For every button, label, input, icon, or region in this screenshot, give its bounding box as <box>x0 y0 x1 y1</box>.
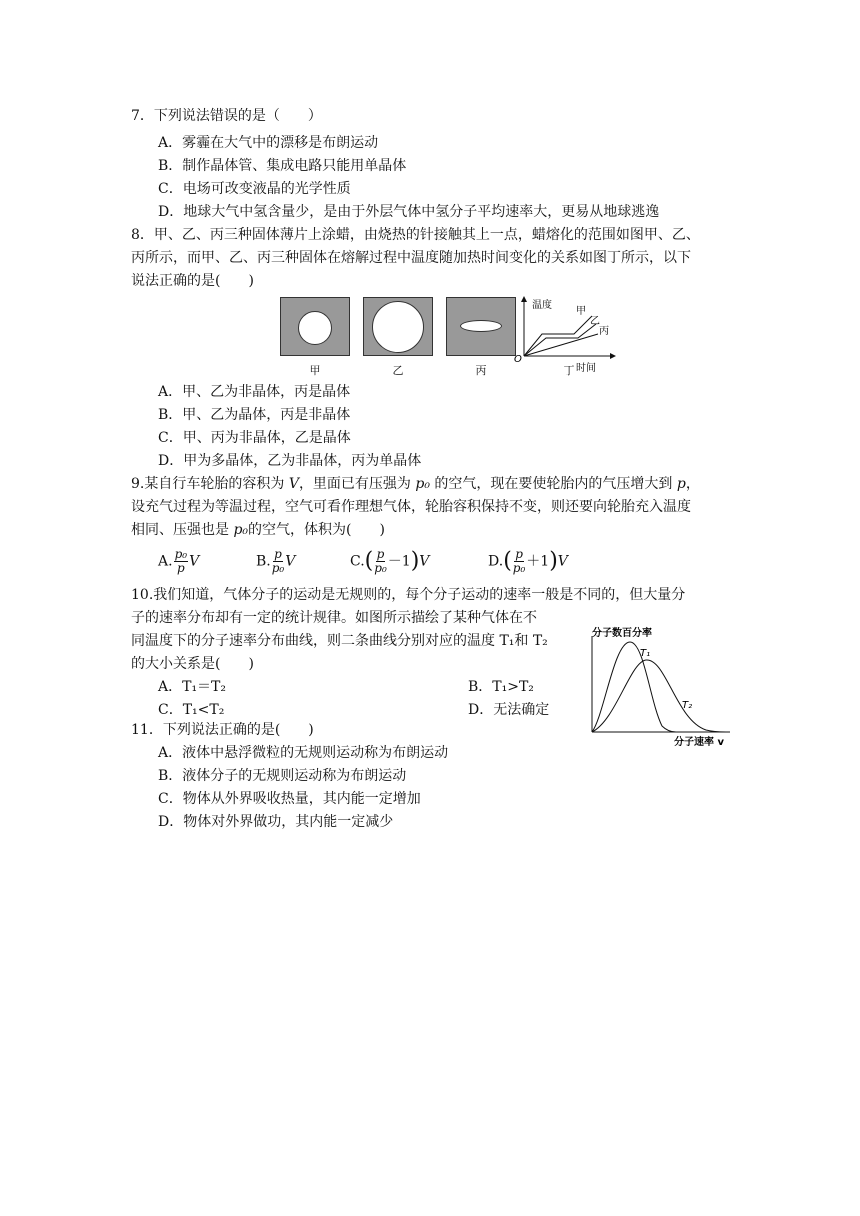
fraction <box>174 548 189 575</box>
q9-var-p: p <box>676 476 686 492</box>
q7-stem: 7．下列说法错误的是（ ） <box>131 108 322 124</box>
option-prefix: A. <box>158 553 173 570</box>
q9-text: ， <box>685 476 700 492</box>
q8-option-a: A．甲、乙为非晶体，丙是晶体 <box>158 384 351 400</box>
q10-option-c: C．T₁<T₂ <box>158 702 225 718</box>
curve-yi <box>524 324 596 356</box>
q7-option-b: B．制作晶体管、集成电路只能用单晶体 <box>158 158 407 174</box>
q11-option-d: D．物体对外界做功，其内能一定减少 <box>158 814 394 830</box>
var-v: V <box>419 553 430 570</box>
q8-stem-line1: 8．甲、乙、丙三种固体薄片上涂蜡，由烧热的针接触其上一点，蜡熔化的范围如图甲、乙、 <box>131 227 700 243</box>
q10-stem-line1: 10.我们知道，气体分子的运动是无规则的，每个分子运动的速率一般是不同的，但大量分 <box>131 587 686 603</box>
speed-distribution-graph <box>586 624 736 750</box>
curve-label-bing: 丙 <box>599 326 609 337</box>
plate-yi <box>363 297 433 356</box>
q9-option-d <box>488 548 568 575</box>
y-axis-arrow <box>521 296 527 302</box>
curve-label-yi: 乙 <box>590 316 600 327</box>
q11-option-c: C．物体从外界吸收热量，其内能一定增加 <box>158 791 421 807</box>
q8-option-c: C．甲、丙为非晶体，乙是晶体 <box>158 430 351 446</box>
curve-t1 <box>592 642 676 732</box>
x-axis-label: 分子速率 v <box>674 737 724 748</box>
q8-option-d: D．甲为多晶体，乙为非晶体，丙为单晶体 <box>158 453 422 469</box>
q11-stem: 11．下列说法正确的是( ) <box>131 722 314 738</box>
origin-label: O <box>514 354 522 365</box>
q8-stem-line3: 说法正确的是( ) <box>131 273 254 289</box>
denominator: p₀ <box>271 561 285 575</box>
q9-text: ，里面已有压强为 <box>298 476 416 492</box>
plate-jia <box>280 297 350 356</box>
var-v: V <box>189 553 200 570</box>
option-prefix: B. <box>256 553 271 570</box>
q11-option-a: A．液体中悬浮微粒的无规则运动称为布朗运动 <box>158 745 449 761</box>
q10-option-a: A．T₁＝T₂ <box>158 679 227 695</box>
q7-option-a: A．雾霾在大气中的漂移是布朗运动 <box>158 135 379 151</box>
melt-circle-jia <box>298 311 332 345</box>
x-axis-arrow <box>610 353 616 359</box>
q10-stem-line3: 同温度下的分子速率分布曲线，则二条曲线分别对应的温度 T₁和 T₂ <box>131 633 548 649</box>
q10-option-d: D．无法确定 <box>468 702 550 718</box>
paren-close: ) <box>410 548 420 574</box>
q9-text: 9.某自行车轮胎的容积为 <box>131 476 289 492</box>
q8-stem-line2: 丙所示，而甲、乙、丙三种固体在熔解过程中温度随加热时间变化的关系如图丁所示，以下 <box>131 250 691 266</box>
paren-close: ) <box>549 548 558 574</box>
label-bing: 丙 <box>475 364 487 377</box>
operator: －1 <box>387 553 411 570</box>
paren-open: ( <box>503 548 512 574</box>
q10-option-b: B．T₁>T₂ <box>468 679 534 695</box>
q9-line1 <box>131 474 700 494</box>
curve-t2 <box>592 660 726 732</box>
curve-label-t2: T₂ <box>682 700 693 711</box>
y-axis-label: 分子数百分率 <box>592 628 652 639</box>
q9-text: 的空气，现在要使轮胎内的气压增大到 <box>429 476 677 492</box>
denominator: p <box>176 561 185 575</box>
paren-open: ( <box>364 548 374 574</box>
q10-stem-line4: 的大小关系是( ) <box>131 656 254 672</box>
curve-jia <box>524 316 592 356</box>
q9-text: 相同、压强也是 <box>131 522 234 538</box>
label-jia: 甲 <box>309 364 321 377</box>
curve-label-t1: T₁ <box>640 648 651 659</box>
q10-stem-line2: 子的速率分布却有一定的统计规律。如图所示描绘了某种气体在不 <box>131 610 537 626</box>
numerator: p <box>515 547 523 561</box>
q9-var-p0: p₀ <box>415 476 430 492</box>
q7-option-c: C．电场可改变液晶的光学性质 <box>158 181 351 197</box>
option-prefix: D. <box>488 553 504 570</box>
y-axis-label: 温度 <box>532 300 552 311</box>
numerator: p <box>376 547 385 561</box>
q11-option-b: B．液体分子的无规则运动称为布朗运动 <box>158 768 407 784</box>
melt-circle-yi <box>372 301 424 353</box>
q9-option-a <box>158 548 199 575</box>
fraction <box>374 548 387 575</box>
label-ding: 丁 <box>563 364 575 377</box>
fraction <box>513 548 526 575</box>
q8-option-b: B．甲、乙为晶体，丙是非晶体 <box>158 407 351 423</box>
q9-text: 的空气，体积为( ) <box>248 522 385 538</box>
label-yi: 乙 <box>392 364 404 377</box>
option-prefix: C. <box>350 553 365 570</box>
numerator: p <box>274 547 282 561</box>
denominator: p₀ <box>512 561 526 575</box>
operator: ＋1 <box>526 553 550 570</box>
numerator: p₀ <box>174 547 188 561</box>
q9-var-p0: p₀ <box>233 522 249 538</box>
var-v: V <box>557 553 568 570</box>
q9-option-c <box>350 548 429 575</box>
curve-bing <box>524 334 598 356</box>
q9-option-b <box>256 548 295 575</box>
curve-label-jia: 甲 <box>576 306 586 317</box>
q9-var-v: V <box>288 476 299 492</box>
q9-line3 <box>131 520 385 540</box>
x-axis-label: 时间 <box>576 363 596 374</box>
melt-ellipse-bing <box>460 320 502 332</box>
denominator: p₀ <box>374 561 387 575</box>
q9-line2: 设充气过程为等温过程，空气可看作理想气体，轮胎容积保持不变，则还要向轮胎充入温度 <box>131 499 691 515</box>
q7-option-d: D．地球大气中氢含量少，是由于外层气体中氢分子平均速率大，更易从地球逃逸 <box>158 204 660 220</box>
plate-bing <box>446 297 516 356</box>
fraction <box>272 548 285 575</box>
var-v: V <box>285 553 296 570</box>
